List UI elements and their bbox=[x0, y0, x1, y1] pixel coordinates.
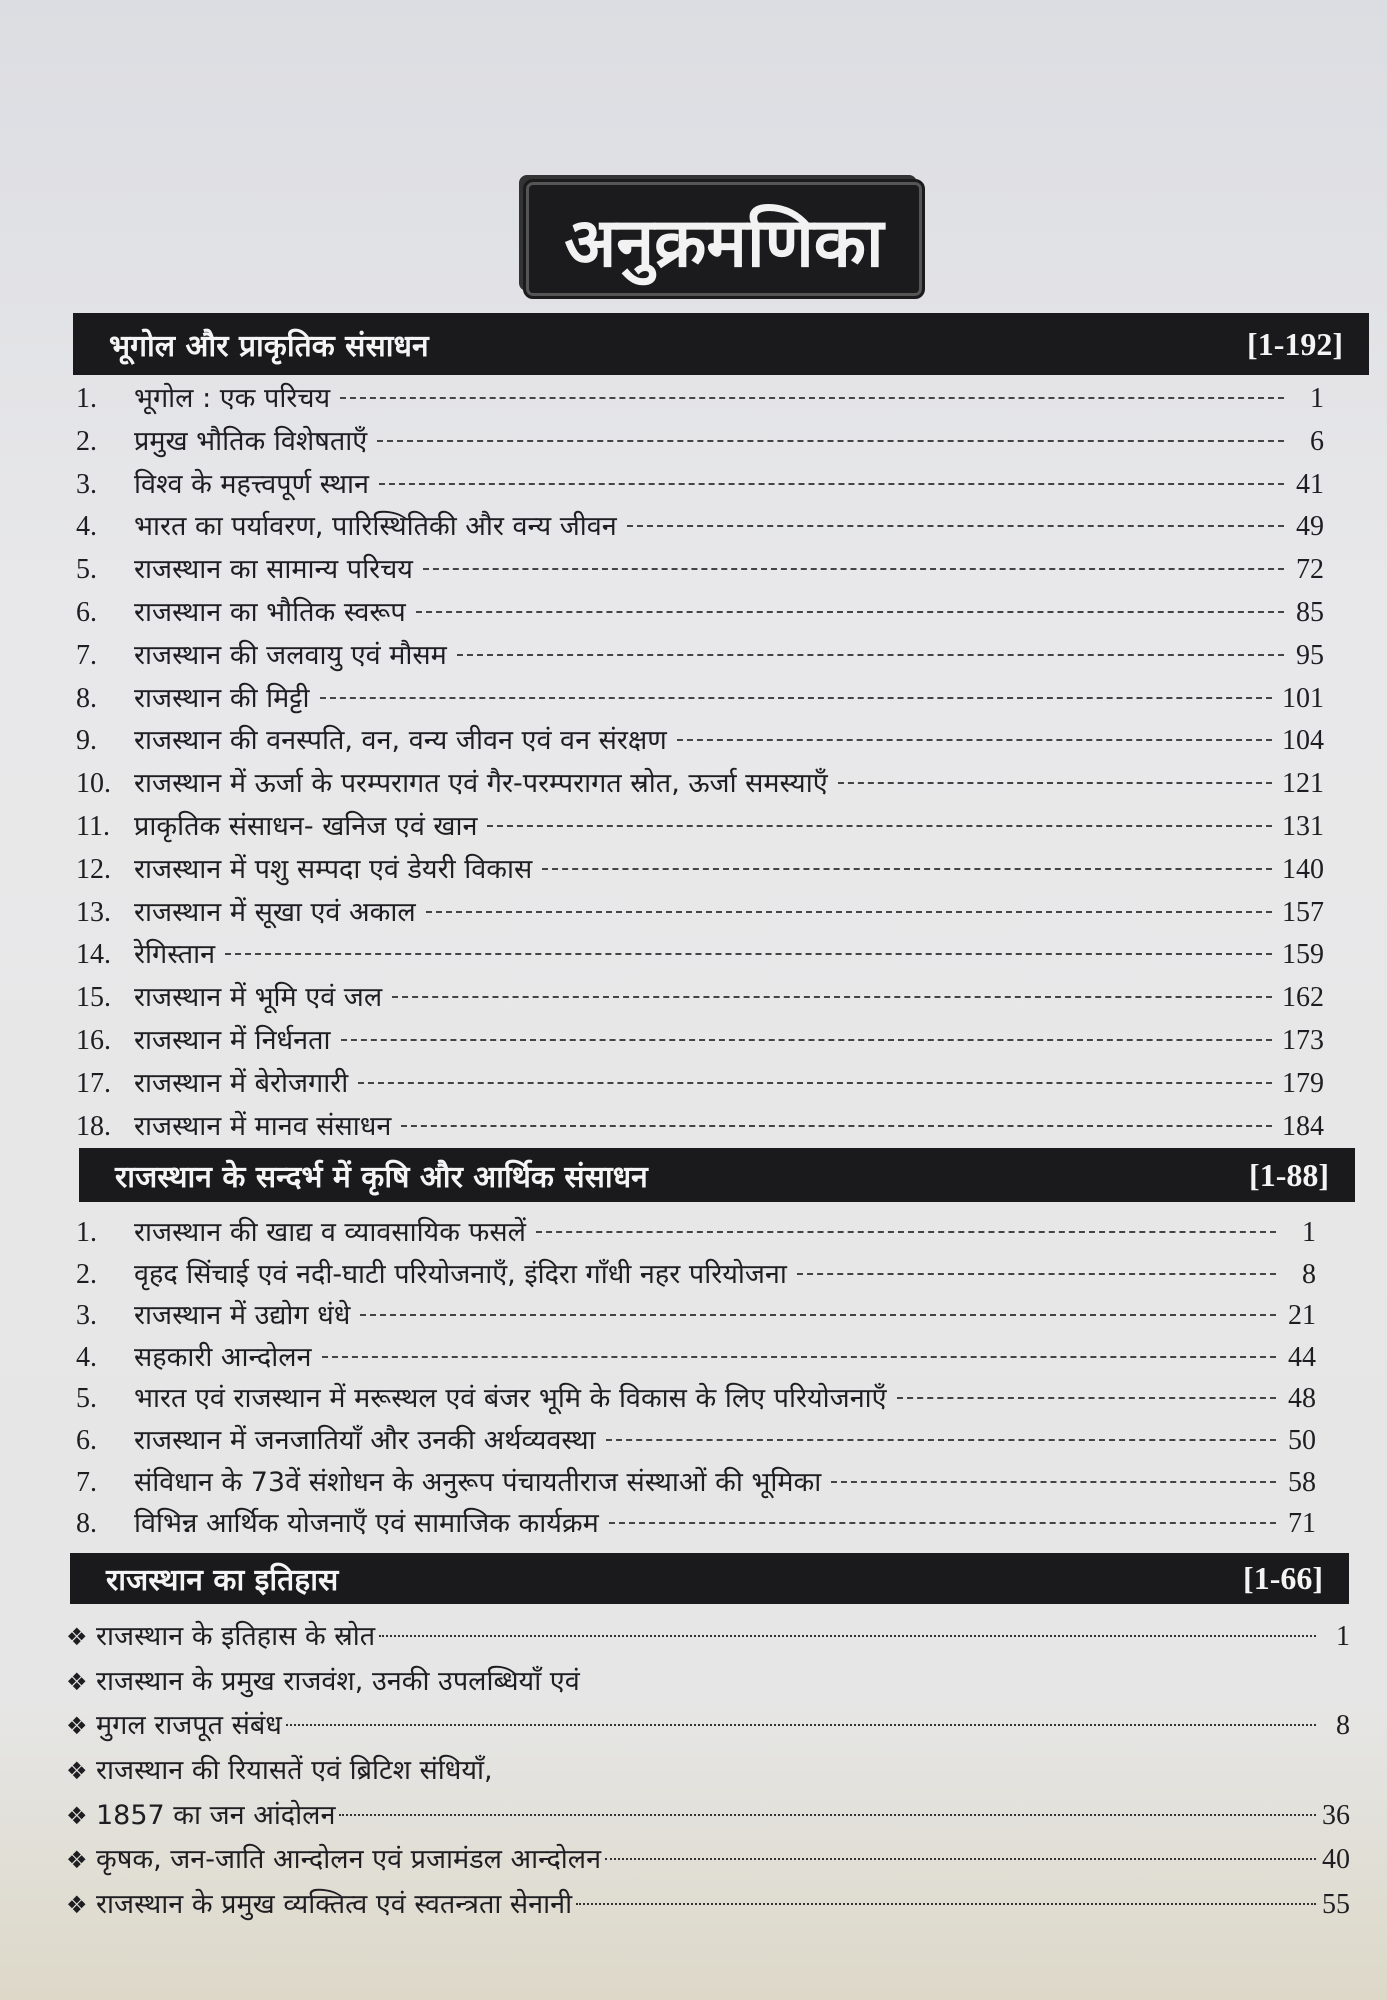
leader-dots bbox=[606, 1439, 1276, 1441]
entry-title: राजस्थान में बेरोजगारी bbox=[134, 1067, 349, 1099]
entry-number: 12. bbox=[76, 853, 111, 885]
leader-dots bbox=[379, 1635, 1316, 1637]
entry-page: 8 bbox=[1336, 1710, 1350, 1742]
leader-dots bbox=[377, 440, 1284, 442]
leader-dots bbox=[322, 1356, 1277, 1358]
entry-title: राजस्थान में मानव संसाधन bbox=[134, 1110, 392, 1142]
toc-entry bbox=[66, 1705, 1350, 1750]
leader-dots bbox=[542, 868, 1272, 870]
entry-number: 3. bbox=[76, 468, 97, 500]
entry-number: 2. bbox=[76, 425, 97, 457]
section-title: राजस्थान के सन्दर्भ में कृषि और आर्थिक संसाधन bbox=[115, 1159, 648, 1195]
section-title: राजस्थान का इतिहास bbox=[106, 1563, 339, 1598]
entry-number: 10. bbox=[76, 768, 111, 800]
entry-page: 8 bbox=[1302, 1258, 1316, 1290]
entry-number: 13. bbox=[76, 896, 111, 928]
entry-number: 17. bbox=[76, 1067, 111, 1099]
entry-title: राजस्थान की खाद्य व व्यावसायिक फसलें bbox=[134, 1217, 526, 1248]
entry-number: 18. bbox=[76, 1110, 111, 1142]
entry-page: 179 bbox=[1282, 1067, 1324, 1099]
leader-dots bbox=[576, 1903, 1316, 1905]
entry-title: भूगोल : एक परिचय bbox=[134, 383, 331, 414]
entry-page: 21 bbox=[1288, 1300, 1316, 1332]
toc-entry bbox=[76, 1063, 1324, 1106]
entry-title: मुगल राजपूत संबंध bbox=[96, 1710, 282, 1742]
section-range: [1-192] bbox=[1247, 325, 1343, 362]
entry-page: 101 bbox=[1282, 682, 1324, 714]
entry-page: 72 bbox=[1296, 554, 1324, 586]
entry-page: 1 bbox=[1336, 1621, 1350, 1652]
leader-dots bbox=[423, 568, 1284, 570]
leader-dots bbox=[339, 1814, 1316, 1816]
toc-entry bbox=[76, 1378, 1316, 1420]
entry-number: 4. bbox=[76, 511, 97, 543]
entry-title: राजस्थान में पशु सम्पदा एवं डेयरी विकास bbox=[134, 853, 533, 885]
entry-title: राजस्थान में उद्योग धंधे bbox=[134, 1300, 351, 1332]
entry-page: 6 bbox=[1310, 425, 1324, 457]
entry-page: 41 bbox=[1296, 468, 1324, 500]
entry-page: 140 bbox=[1282, 853, 1324, 885]
toc-entry bbox=[76, 635, 1324, 678]
entry-page: 1 bbox=[1302, 1217, 1316, 1248]
leader-dots bbox=[426, 911, 1272, 913]
entry-number: 5. bbox=[76, 1383, 97, 1415]
entry-number: 4. bbox=[76, 1341, 97, 1373]
entry-page: 44 bbox=[1288, 1341, 1316, 1373]
bullet-icon: ❖ bbox=[66, 1623, 88, 1651]
bullet-icon: ❖ bbox=[66, 1667, 88, 1696]
entry-title: वृहद सिंचाई एवं नदी-घाटी परियोजनाएँ, इंदिरा गाँधी नहर परियोजना bbox=[134, 1258, 787, 1290]
entry-title: राजस्थान की रियासतें एवं ब्रिटिश संधियाँ, bbox=[96, 1755, 493, 1787]
entry-page: 184 bbox=[1282, 1110, 1324, 1142]
toc-entry bbox=[76, 1295, 1316, 1337]
leader-dots bbox=[360, 1314, 1276, 1316]
toc-entry bbox=[76, 763, 1324, 806]
toc-entry bbox=[76, 934, 1324, 977]
toc-entry bbox=[76, 1462, 1316, 1504]
leader-dots bbox=[627, 525, 1284, 527]
toc-entry bbox=[76, 464, 1324, 507]
leader-dots bbox=[401, 1125, 1272, 1127]
leader-dots bbox=[838, 782, 1272, 784]
entry-title: 1857 का जन आंदोलन bbox=[96, 1799, 336, 1831]
leader-dots bbox=[457, 654, 1284, 656]
entry-page: 40 bbox=[1322, 1844, 1350, 1876]
leader-dots bbox=[320, 697, 1273, 699]
page-title: अनुक्रमणिका bbox=[523, 179, 925, 299]
toc-entry bbox=[76, 1420, 1316, 1462]
entry-number: 7. bbox=[76, 1466, 97, 1498]
toc-entry bbox=[76, 806, 1324, 849]
leader-dots bbox=[605, 1858, 1316, 1860]
entry-title: कृषक, जन-जाति आन्दोलन एवं प्रजामंडल आन्दोलन bbox=[96, 1844, 602, 1876]
leader-dots bbox=[358, 1082, 1272, 1084]
entry-page: 58 bbox=[1288, 1466, 1316, 1498]
entry-title: भारत का पर्यावरण, पारिस्थितिकी और वन्य जीवन bbox=[134, 511, 617, 543]
leader-dots bbox=[379, 483, 1284, 485]
entry-title: राजस्थान के इतिहास के स्रोत bbox=[96, 1621, 376, 1652]
toc-entry bbox=[66, 1750, 1350, 1795]
entry-page: 104 bbox=[1282, 725, 1324, 757]
entry-page: 157 bbox=[1282, 896, 1324, 928]
toc-entry bbox=[76, 506, 1324, 549]
entry-page: 95 bbox=[1296, 639, 1324, 671]
leader-dots bbox=[677, 739, 1272, 741]
leader-dots bbox=[797, 1273, 1276, 1275]
leader-dots bbox=[341, 1039, 1272, 1041]
entry-page: 121 bbox=[1282, 768, 1324, 800]
entry-number: 1. bbox=[76, 383, 97, 414]
entry-number: 3. bbox=[76, 1300, 97, 1332]
toc-entry bbox=[76, 378, 1324, 421]
entry-number: 16. bbox=[76, 1024, 111, 1056]
toc-entry bbox=[66, 1839, 1350, 1884]
entry-title: भारत एवं राजस्थान में मरूस्थल एवं बंजर भूमि के विकास के लिए परियोजनाएँ bbox=[134, 1383, 887, 1415]
leader-dots bbox=[609, 1522, 1276, 1524]
entry-number: 6. bbox=[76, 596, 97, 628]
leader-dots bbox=[225, 953, 1272, 955]
toc-list-geography bbox=[76, 378, 1324, 1148]
section-header bbox=[70, 1553, 1349, 1604]
entry-number: 11. bbox=[76, 810, 110, 842]
entry-number: 9. bbox=[76, 725, 97, 757]
entry-number: 14. bbox=[76, 939, 111, 971]
toc-entry bbox=[76, 1212, 1316, 1254]
section-header bbox=[73, 313, 1369, 375]
toc-entry bbox=[66, 1616, 1350, 1661]
entry-title: विभिन्न आर्थिक योजनाएँ एवं सामाजिक कार्यक्रम bbox=[134, 1508, 599, 1540]
entry-title: संविधान के 73वें संशोधन के अनुरूप पंचायतीराज संस्थाओं की भूमिका bbox=[134, 1466, 822, 1498]
entry-title: रेगिस्तान bbox=[134, 939, 216, 971]
entry-page: 131 bbox=[1282, 810, 1324, 842]
section-title: भूगोल और प्राकृतिक संसाधन bbox=[109, 328, 429, 364]
leader-dots bbox=[286, 1724, 1316, 1726]
entry-title: प्रमुख भौतिक विशेषताएँ bbox=[134, 425, 368, 457]
entry-title: राजस्थान के प्रमुख व्यक्तित्व एवं स्वतन्त्रता सेनानी bbox=[96, 1889, 573, 1921]
leader-dots bbox=[340, 397, 1284, 399]
entry-page: 1 bbox=[1310, 383, 1324, 414]
toc-list-history bbox=[66, 1616, 1350, 1929]
bullet-icon: ❖ bbox=[66, 1712, 88, 1741]
leader-dots bbox=[536, 1231, 1276, 1233]
entry-number: 6. bbox=[76, 1424, 97, 1456]
entry-title: राजस्थान की मिट्टी bbox=[134, 682, 310, 714]
entry-page: 71 bbox=[1288, 1508, 1316, 1540]
leader-dots bbox=[897, 1397, 1276, 1399]
toc-entry bbox=[66, 1661, 1350, 1706]
entry-number: 8. bbox=[76, 1508, 97, 1540]
toc-entry bbox=[76, 720, 1324, 763]
entry-title: राजस्थान का सामान्य परिचय bbox=[134, 554, 413, 586]
entry-title: राजस्थान में ऊर्जा के परम्परागत एवं गैर-परम्परागत स्रोत, ऊर्जा समस्याएँ bbox=[134, 768, 828, 800]
entry-title: राजस्थान में भूमि एवं जल bbox=[134, 982, 383, 1014]
toc-entry bbox=[76, 1020, 1324, 1063]
entry-title: राजस्थान की जलवायु एवं मौसम bbox=[134, 639, 447, 671]
entry-page: 162 bbox=[1282, 982, 1324, 1014]
toc-entry bbox=[76, 1337, 1316, 1379]
entry-page: 50 bbox=[1288, 1424, 1316, 1456]
toc-entry bbox=[76, 421, 1324, 464]
entry-page: 173 bbox=[1282, 1024, 1324, 1056]
entry-title: राजस्थान में निर्धनता bbox=[134, 1024, 331, 1056]
entry-title: राजस्थान में सूखा एवं अकाल bbox=[134, 896, 416, 928]
toc-entry bbox=[76, 1106, 1324, 1149]
entry-page: 36 bbox=[1322, 1799, 1350, 1831]
toc-entry bbox=[66, 1795, 1350, 1840]
entry-number: 1. bbox=[76, 1217, 97, 1248]
entry-title: राजस्थान में जनजातियाँ और उनकी अर्थव्यवस्था bbox=[134, 1424, 596, 1456]
entry-page: 49 bbox=[1296, 511, 1324, 543]
section-range: [1-66] bbox=[1243, 1560, 1323, 1596]
toc-entry bbox=[76, 892, 1324, 935]
bullet-icon: ❖ bbox=[66, 1846, 88, 1875]
entry-title: राजस्थान का भौतिक स्वरूप bbox=[134, 596, 406, 628]
entry-title: राजस्थान के प्रमुख राजवंश, उनकी उपलब्धियाँ एवं bbox=[96, 1665, 580, 1697]
leader-dots bbox=[831, 1481, 1276, 1483]
entry-page: 55 bbox=[1322, 1889, 1350, 1921]
section-header bbox=[79, 1148, 1355, 1202]
toc-entry bbox=[76, 1254, 1316, 1296]
entry-number: 2. bbox=[76, 1258, 97, 1290]
toc-entry bbox=[76, 1503, 1316, 1545]
entry-number: 5. bbox=[76, 554, 97, 586]
entry-page: 159 bbox=[1282, 939, 1324, 971]
bullet-icon: ❖ bbox=[66, 1801, 88, 1830]
section-range: [1-88] bbox=[1249, 1156, 1329, 1193]
toc-entry bbox=[76, 549, 1324, 592]
toc-entry bbox=[76, 977, 1324, 1020]
toc-entry bbox=[66, 1884, 1350, 1929]
entry-title: विश्व के महत्त्वपूर्ण स्थान bbox=[134, 468, 369, 500]
entry-title: राजस्थान की वनस्पति, वन, वन्य जीवन एवं वन संरक्षण bbox=[134, 725, 667, 757]
entry-number: 8. bbox=[76, 682, 97, 714]
entry-page: 48 bbox=[1288, 1383, 1316, 1415]
entry-title: प्राकृतिक संसाधन- खनिज एवं खान bbox=[134, 810, 478, 842]
toc-entry bbox=[76, 678, 1324, 721]
bullet-icon: ❖ bbox=[66, 1891, 88, 1920]
bullet-icon: ❖ bbox=[66, 1757, 88, 1786]
toc-entry bbox=[76, 592, 1324, 635]
toc-entry bbox=[76, 849, 1324, 892]
toc-list-agriculture bbox=[76, 1212, 1316, 1545]
entry-number: 15. bbox=[76, 982, 111, 1014]
entry-number: 7. bbox=[76, 639, 97, 671]
entry-page: 85 bbox=[1296, 596, 1324, 628]
leader-dots bbox=[487, 825, 1272, 827]
leader-dots bbox=[392, 996, 1272, 998]
entry-title: सहकारी आन्दोलन bbox=[134, 1341, 312, 1373]
leader-dots bbox=[416, 611, 1284, 613]
